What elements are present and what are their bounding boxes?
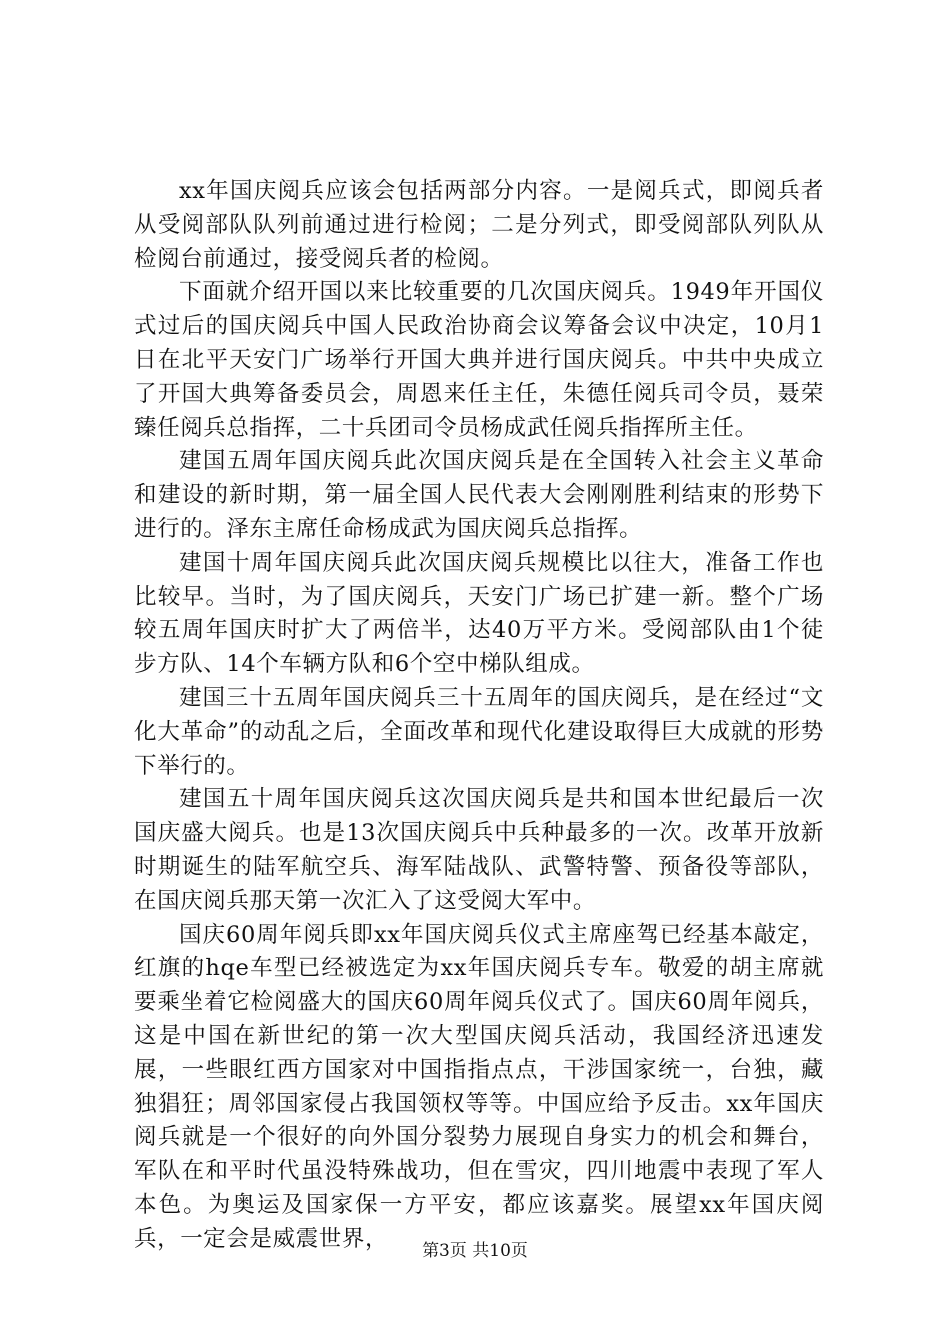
page-number-footer: 第3页 共10页 [422,1241,528,1261]
paragraph-10th-anniversary: 建国十周年国庆阅兵此次国庆阅兵规模比以往大，准备工作也比较早。当时，为了国庆阅兵，天安门广场已扩建一新。整个广场较五周年国庆时扩大了两倍半，达40万平方米。受阅部队由1个徒步方队、14个车辆方队和6个空中梯队组成。 [134,549,824,678]
paragraph-parade-structure: xx年国庆阅兵应该会包括两部分内容。一是阅兵式，即阅兵者从受阅部队队列前通过进行检阅；二是分列式，即受阅部队列队从检阅台前通过，接受阅兵者的检阅。 [134,178,824,272]
paragraph-60th-anniversary: 国庆60周年阅兵即xx年国庆阅兵仪式主席座驾已经基本敲定，红旗的hqe车型已经被选定为xx年国庆阅兵专车。敬爱的胡主席就要乘坐着它检阅盛大的国庆60周年阅兵仪式了。国庆60周年阅兵，这是中国在新世纪的第一次大型国庆阅兵活动，我国经济迅速发展，一些眼红西方国家对中国指指点点，干涉国家统一，台独，藏独猖狂；周邻国家侵占我国领权等等。中国应给予反击。xx年国庆阅兵就是一个很好的向外国分裂势力展现自身实力的机会和舞台，军队在和平时代虽没特殊战功，但在雪灾，四川地震中表现了军人本色。为奥运及国家保一方平安，都应该嘉奖。展望xx年国庆阅兵，一定会是威震世界， [134,921,824,1252]
document-body [134,175,824,1257]
paragraph-35th-anniversary: 建国三十五周年国庆阅兵三十五周年的国庆阅兵，是在经过“文化大革命”的动乱之后，全面改革和现代化建设取得巨大成就的形势下举行的。 [134,684,824,779]
paragraph-1949-parade: 下面就介绍开国以来比较重要的几次国庆阅兵。1949年开国仪式过后的国庆阅兵中国人民政治协商会议筹备会议中决定，10月1日在北平天安门广场举行开国大典并进行国庆阅兵。中共中央成立了开国大典筹备委员会，周恩来任主任，朱德任阅兵司令员，聂荣臻任阅兵总指挥，二十兵团司令员杨成武任阅兵指挥所主任。 [134,279,824,441]
paragraph-50th-anniversary: 建国五十周年国庆阅兵这次国庆阅兵是共和国本世纪最后一次国庆盛大阅兵。也是13次国庆阅兵中兵种最多的一次。改革开放新时期诞生的陆军航空兵、海军陆战队、武警特警、预备役等部队，在国庆阅兵那天第一次汇入了这受阅大军中。 [134,786,824,914]
paragraph-5th-anniversary: 建国五周年国庆阅兵此次国庆阅兵是在全国转入社会主义革命和建设的新时期，第一届全国人民代表大会刚刚胜利结束的形势下进行的。泽东主席任命杨成武为国庆阅兵总指挥。 [134,448,824,542]
